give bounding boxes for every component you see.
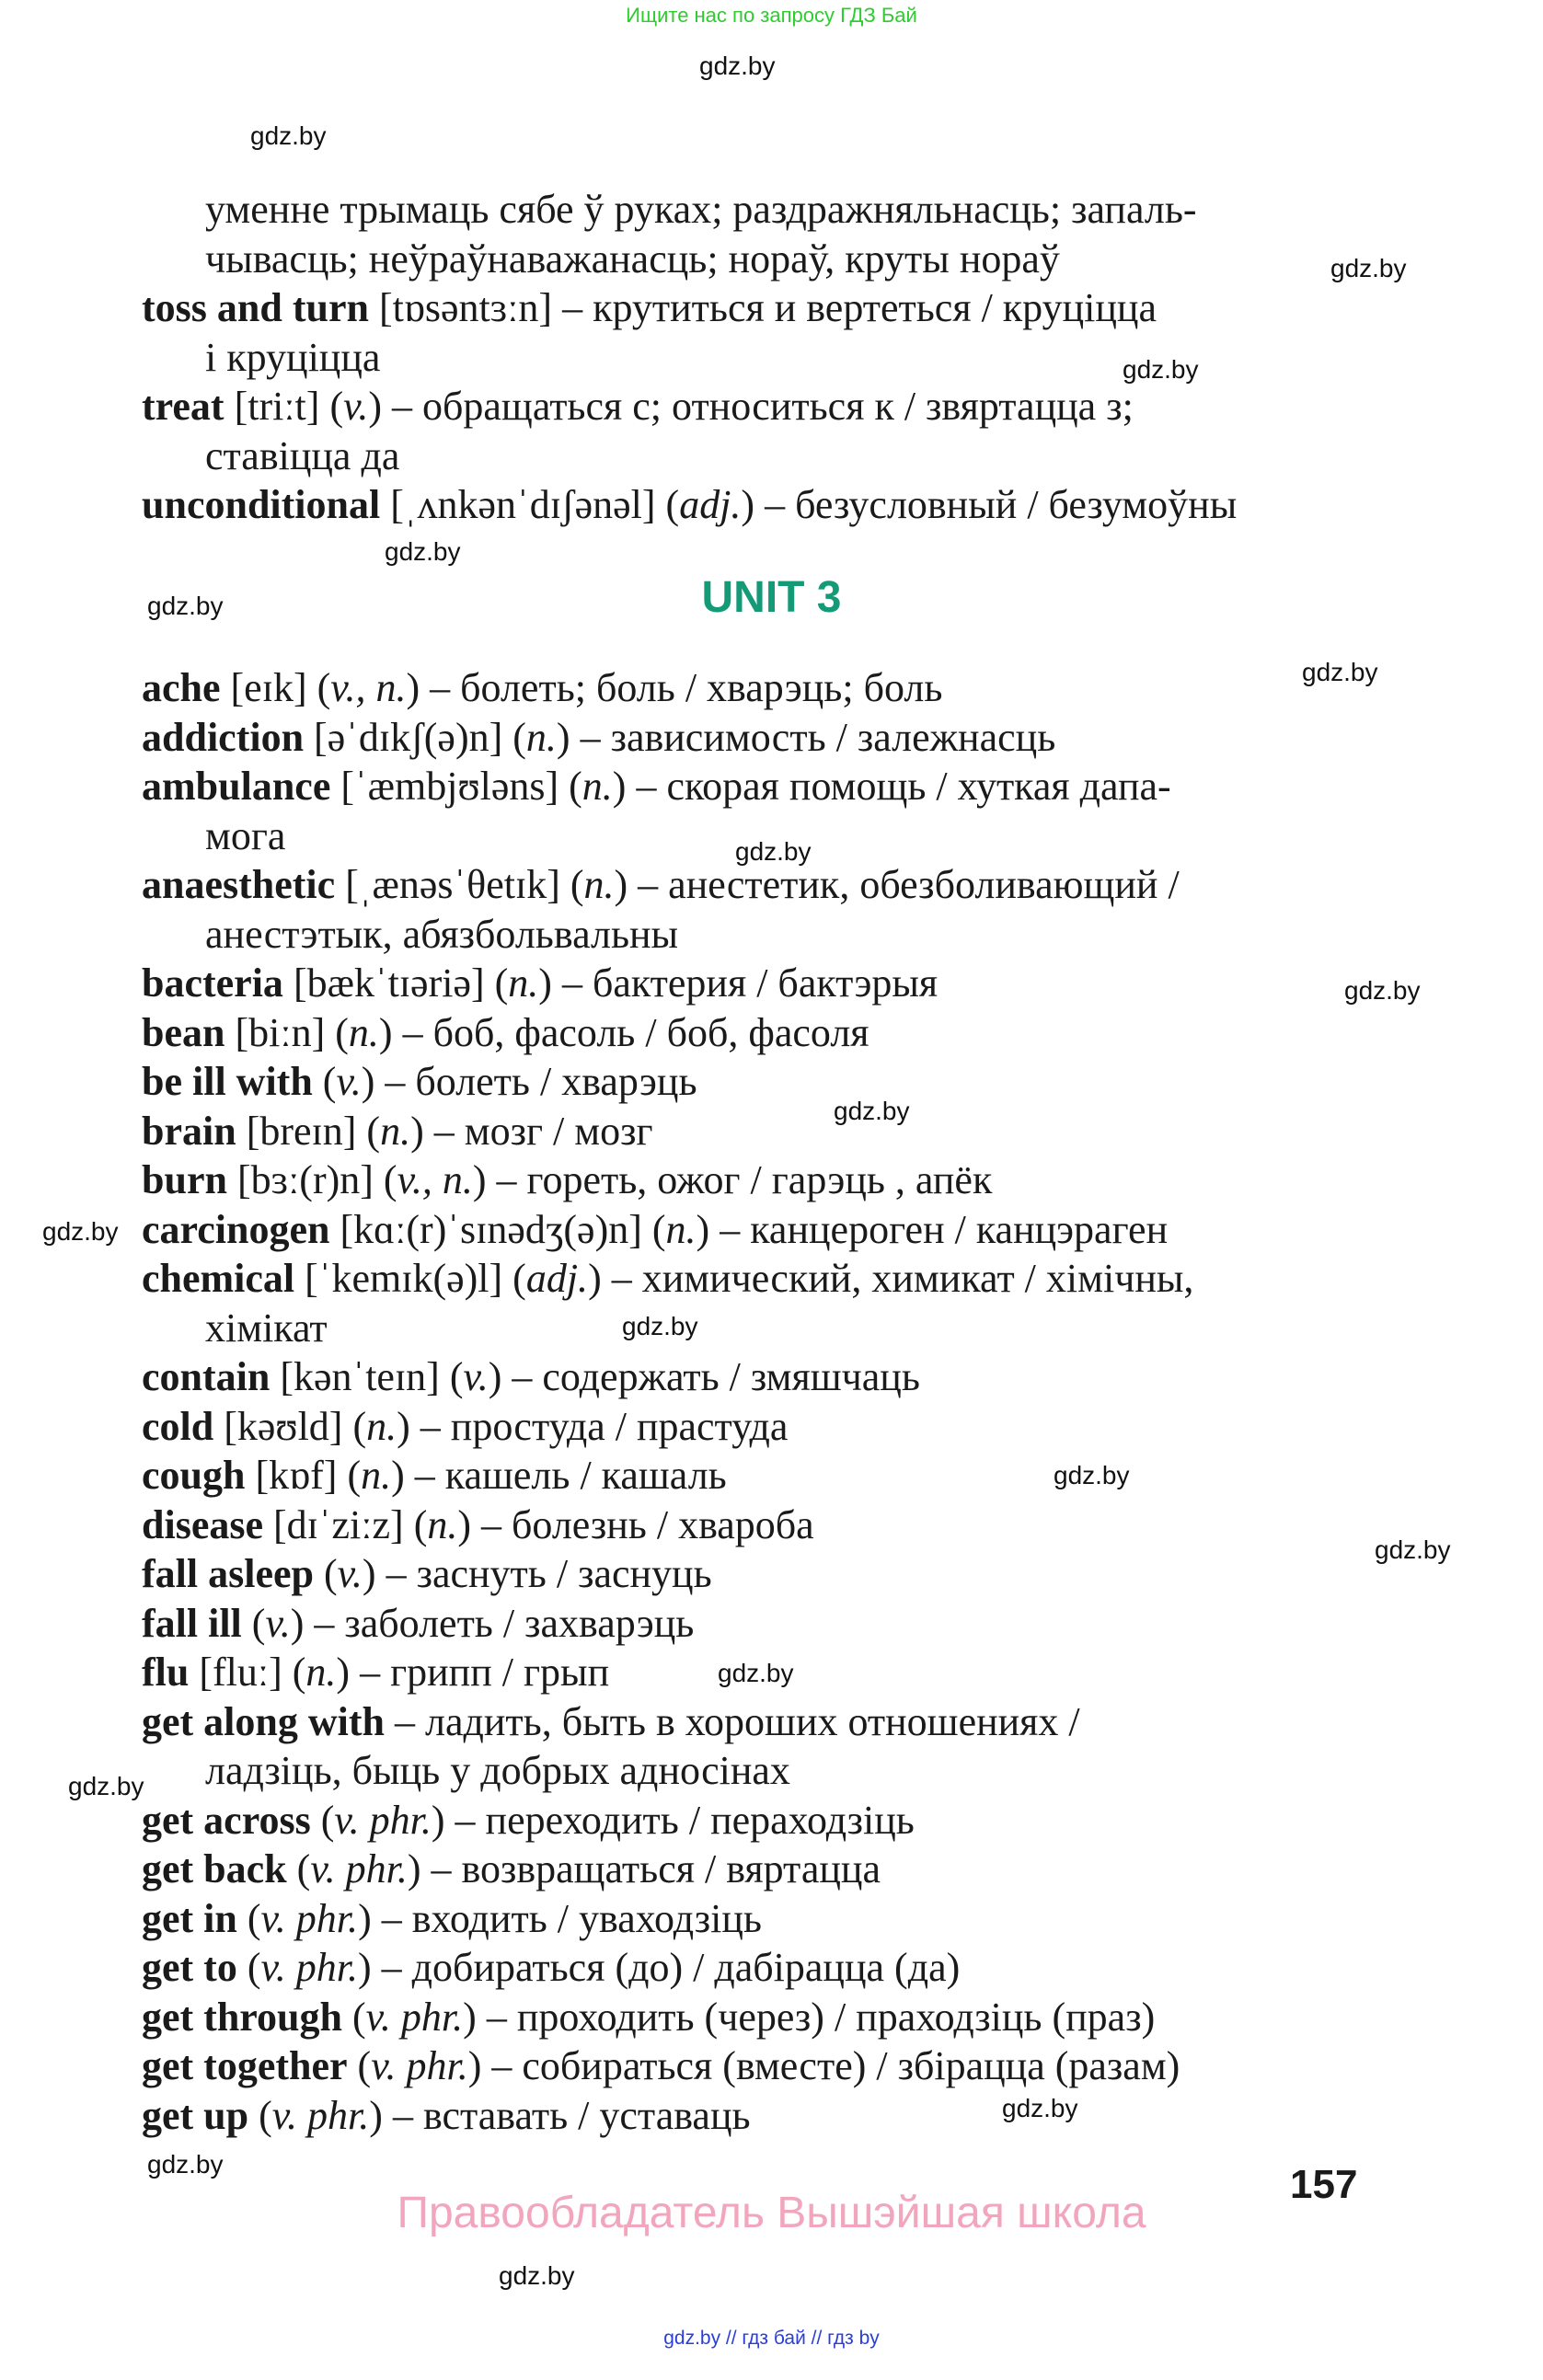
entry-continuation: і круціцца [205,334,381,380]
entry-term: bacteria [142,960,283,1006]
watermark: gdz.by [250,121,327,150]
glossary-entry: toss and turn [tɒsəntɜːn] – крутиться и вертеться / круціцца [142,285,1157,330]
entry-term: get together [142,2043,348,2088]
unit-heading: UNIT 3 [701,573,842,622]
watermark: gdz.by [147,592,224,620]
entry-term: addiction [142,714,305,760]
entry-term: bean [142,1009,225,1055]
watermark: gdz.by [42,1217,119,1246]
entry-definition: ладить, быть в хороших отношениях / [425,1698,1080,1744]
entry-definition: возвращаться / вяртацца [461,1846,881,1891]
entry-part-of-speech: v. [265,1600,291,1646]
entry-part-of-speech: n. [361,1453,392,1498]
entry-part-of-speech: v. phr. [271,2092,370,2138]
entry-pronunciation: [tɒsəntɜːn] [378,285,553,330]
entry-definition: добираться (до) / дабірацца (да) [411,1945,961,1990]
glossary-entry: flu [fluː] (n.) – грипп / грып [142,1650,610,1695]
entry-pronunciation: [ˌænəsˈθetɪk] [345,862,560,907]
entry-part-of-speech: n. [348,1009,379,1055]
watermark: gdz.by [622,1312,698,1340]
glossary-entry: ache [eɪk] (v., n.) – болеть; боль / хварэць; боль [142,665,943,710]
entry-definition: скорая помощь / хуткая дапа- [666,764,1171,809]
glossary-entry: get through (v. phr.) – проходить (через) / праходзіць (праз) [142,1994,1156,2040]
glossary-entry: get across (v. phr.) – переходить / пераходзіць [142,1797,915,1843]
entry-part-of-speech: adj. [679,482,742,527]
entry-definition: бактерия / бактэрыя [592,960,938,1006]
glossary-entry: burn [bɜː(r)n] (v., n.) – гореть, ожог / гарэць , апёк [142,1157,993,1202]
entry-part-of-speech: n. [427,1501,458,1547]
glossary-entry: unconditional [ˌʌnkənˈdɪʃənəl] (adj.) – безусловный / безумоўны [142,482,1238,527]
entry-definition: мозг / мозг [464,1108,653,1154]
entry-term: flu [142,1650,190,1695]
entry-pronunciation: [ˌʌnkənˈdɪʃənəl] [390,482,656,527]
entry-definition: болеть / хварэць [415,1059,697,1104]
entry-definition: канцероген / канцэраген [750,1206,1169,1252]
entry-term: toss and turn [142,285,369,330]
entry-definition: заснуть / заснуць [416,1551,712,1596]
entry-pronunciation: [bækˈtɪəriə] [293,960,485,1006]
entry-definition: входить / уваходзіць [411,1895,762,1941]
glossary-entry: bean [biːn] (n.) – боб, фасоль / боб, фасоля [142,1009,869,1055]
watermark: gdz.by [499,2261,575,2290]
entry-pronunciation: [kɒf] [255,1453,338,1498]
glossary-entry: get up (v. phr.) – вставать / уставаць [142,2092,751,2138]
footer-links[interactable]: gdz.by // гдз бай // гдз by [663,2328,880,2349]
entry-continuation: уменне трымаць сябе ў руках; раздражняльнасць; запаль- [205,187,1197,232]
entry-term: brain [142,1108,236,1154]
entry-term: get back [142,1846,287,1891]
watermark: gdz.by [1375,1535,1451,1564]
entry-pronunciation: [dɪˈziːz] [273,1501,404,1547]
entry-part-of-speech: n. [305,1650,337,1695]
entry-term: burn [142,1157,227,1202]
watermark: gdz.by [1054,1461,1130,1489]
entry-definition: кашель / кашаль [444,1453,727,1498]
entry-pronunciation: [breɪn] [246,1108,357,1154]
entry-term: fall asleep [142,1551,314,1596]
entry-part-of-speech: v. phr. [310,1846,408,1891]
entry-continuation: мога [205,812,286,858]
entry-part-of-speech: adj. [525,1256,589,1301]
entry-pronunciation: [triːt] [234,384,320,429]
entry-term: anaesthetic [142,862,336,907]
entry-continuation: анестэтык, абязбольвальны [205,911,679,957]
entry-part-of-speech: v. phr. [334,1797,432,1843]
entry-pronunciation: [əˈdɪkʃ(ə)n] [314,714,503,760]
watermark: gdz.by [735,837,812,866]
entry-part-of-speech: v., n. [397,1157,473,1202]
entry-continuation: ладзіць, быць у добрых адносінах [205,1748,790,1793]
watermark: gdz.by [68,1772,144,1800]
entry-term: get up [142,2092,249,2138]
entry-pronunciation: [kənˈteɪn] [280,1354,440,1399]
entry-definition: собираться (вместе) / збірацца (разам) [522,2043,1180,2088]
glossary-entry: brain [breɪn] (n.) – мозг / мозг [142,1108,653,1154]
entry-part-of-speech: n. [380,1108,411,1154]
entry-term: unconditional [142,482,381,527]
glossary-entry: get back (v. phr.) – возвращаться / вяртацца [142,1846,881,1891]
entry-definition: грипп / грып [390,1650,610,1695]
glossary-entry: bacteria [bækˈtɪəriə] (n.) – бактерия / бактэрыя [142,960,938,1006]
glossary-entry: fall ill (v.) – заболеть / захварэць [142,1600,695,1646]
entry-part-of-speech: v. phr. [260,1945,359,1990]
watermark: gdz.by [834,1097,910,1125]
entry-part-of-speech: v. [337,1551,363,1596]
glossary-entry: disease [dɪˈziːz] (n.) – болезнь / хвароба [142,1501,814,1547]
glossary-entry: carcinogen [kɑː(r)ˈsɪnədʒ(ə)n] (n.) – канцероген / канцэраген [142,1206,1169,1252]
entry-term: get through [142,1994,342,2040]
copyright-owner: Правообладатель Вышэйшая школа [397,2189,1146,2237]
entry-definition: химический, химикат / хімічны, [641,1256,1194,1301]
search-hint: Ищите нас по запросу ГДЗ Бай [626,4,917,27]
entry-term: cold [142,1403,214,1449]
entry-part-of-speech: v. phr. [371,2043,468,2088]
glossary-entry: get in (v. phr.) – входить / уваходзіць [142,1895,762,1941]
entry-term: get along with [142,1698,385,1744]
entry-definition: крутиться и вертеться / круціцца [593,285,1157,330]
entry-pronunciation: [kəʊld] [224,1403,343,1449]
entry-definition: гореть, ожог / гарэць , апёк [526,1157,993,1202]
glossary-entry: cold [kəʊld] (n.) – простуда / прастуда [142,1403,789,1449]
watermark: gdz.by [1123,355,1199,384]
entry-definition: зависимость / залежнасць [610,714,1056,760]
entry-definition: обращаться с; относиться к / звяртацца з; [422,384,1134,429]
entry-continuation: хімікат [205,1305,328,1351]
entry-part-of-speech: v. [343,384,369,429]
entry-definition: болеть; боль / хварэць; боль [460,665,943,710]
entry-term: carcinogen [142,1206,330,1252]
entry-definition: простуда / прастуда [450,1403,789,1449]
entry-pronunciation: [fluː] [199,1650,282,1695]
entry-pronunciation: [ˈæmbjʊləns] [340,764,559,809]
watermark: gdz.by [147,2150,224,2179]
entry-continuation: чывасць; неўраўнаважанасць; нораў, круты нораў [205,236,1060,282]
glossary-entry: fall asleep (v.) – заснуть / заснуць [142,1551,712,1596]
entry-definition: проходить (через) / праходзіць (праз) [516,1994,1156,2040]
entry-part-of-speech: v. phr. [260,1895,359,1941]
watermark: gdz.by [1302,658,1378,686]
entry-term: ache [142,665,221,710]
watermark: gdz.by [718,1659,794,1687]
entry-part-of-speech: v. [463,1354,489,1399]
watermark: gdz.by [385,537,461,566]
entry-part-of-speech: n. [665,1206,697,1252]
glossary-entry: be ill with (v.) – болеть / хварэць [142,1059,697,1104]
entry-definition: содержать / змяшчаць [542,1354,920,1399]
entry-pronunciation: [biːn] [235,1009,326,1055]
entry-definition: заболеть / захварэць [344,1600,695,1646]
entry-part-of-speech: v. [336,1059,362,1104]
glossary-entry: contain [kənˈteɪn] (v.) – содержать / змяшчаць [142,1354,920,1399]
glossary-entry: get to (v. phr.) – добираться (до) / дабірацца (да) [142,1945,961,1990]
entry-term: be ill with [142,1059,313,1104]
entry-part-of-speech: n. [508,960,539,1006]
entry-definition: боб, фасоль / боб, фасоля [432,1009,869,1055]
glossary-entry: cough [kɒf] (n.) – кашель / кашаль [142,1453,727,1498]
glossary-block-unit3 [142,663,1375,2140]
glossary-entry: addiction [əˈdɪkʃ(ə)n] (n.) – зависимость / залежнасць [142,714,1056,760]
entry-pronunciation: [ˈkemɪk(ə)l] [305,1256,503,1301]
entry-pronunciation: [bɜː(r)n] [236,1157,374,1202]
entry-part-of-speech: n. [583,862,615,907]
entry-part-of-speech: n. [525,714,557,760]
entry-definition: безусловный / безумоўны [795,482,1238,527]
entry-term: fall ill [142,1600,242,1646]
entry-pronunciation: [eɪk] [230,665,307,710]
glossary-entry: treat [triːt] (v.) – обращаться с; относиться к / звяртацца з; [142,384,1134,429]
entry-definition: болезнь / хвароба [512,1501,814,1547]
entry-definition: вставать / уставаць [422,2092,751,2138]
entry-term: ambulance [142,764,331,809]
watermark: gdz.by [1002,2094,1078,2122]
watermark: gdz.by [1330,254,1407,282]
entry-part-of-speech: n. [582,764,613,809]
entry-term: get in [142,1895,237,1941]
glossary-block-unit2-end [142,185,1375,530]
glossary-entry: get together (v. phr.) – собираться (вместе) / збірацца (разам) [142,2043,1180,2088]
entry-term: get to [142,1945,237,1990]
entry-continuation: ставіцца да [205,432,400,478]
entry-part-of-speech: v. phr. [365,1994,464,2040]
glossary-entry: get along with – ладить, быть в хороших отношениях / [142,1698,1080,1744]
glossary-entry: anaesthetic [ˌænəsˈθetɪk] (n.) – анестетик, обезболивающий / [142,862,1180,907]
entry-term: chemical [142,1256,295,1301]
entry-definition: переходить / пераходзіць [485,1797,915,1843]
entry-term: disease [142,1501,263,1547]
entry-term: contain [142,1354,271,1399]
entry-term: get across [142,1797,311,1843]
glossary-entry: chemical [ˈkemɪk(ə)l] (adj.) – химический, химикат / хімічны, [142,1256,1194,1301]
page-number: 157 [1290,2162,1358,2207]
watermark: gdz.by [1344,976,1421,1005]
entry-part-of-speech: n. [366,1403,397,1449]
glossary-entry: ambulance [ˈæmbjʊləns] (n.) – скорая помощь / хуткая дапа- [142,764,1171,809]
entry-term: cough [142,1453,246,1498]
watermark: gdz.by [699,52,776,80]
entry-term: treat [142,384,225,429]
entry-part-of-speech: v., n. [330,665,407,710]
entry-pronunciation: [kɑː(r)ˈsɪnədʒ(ə)n] [340,1206,642,1252]
entry-definition: анестетик, обезболивающий / [668,862,1180,907]
